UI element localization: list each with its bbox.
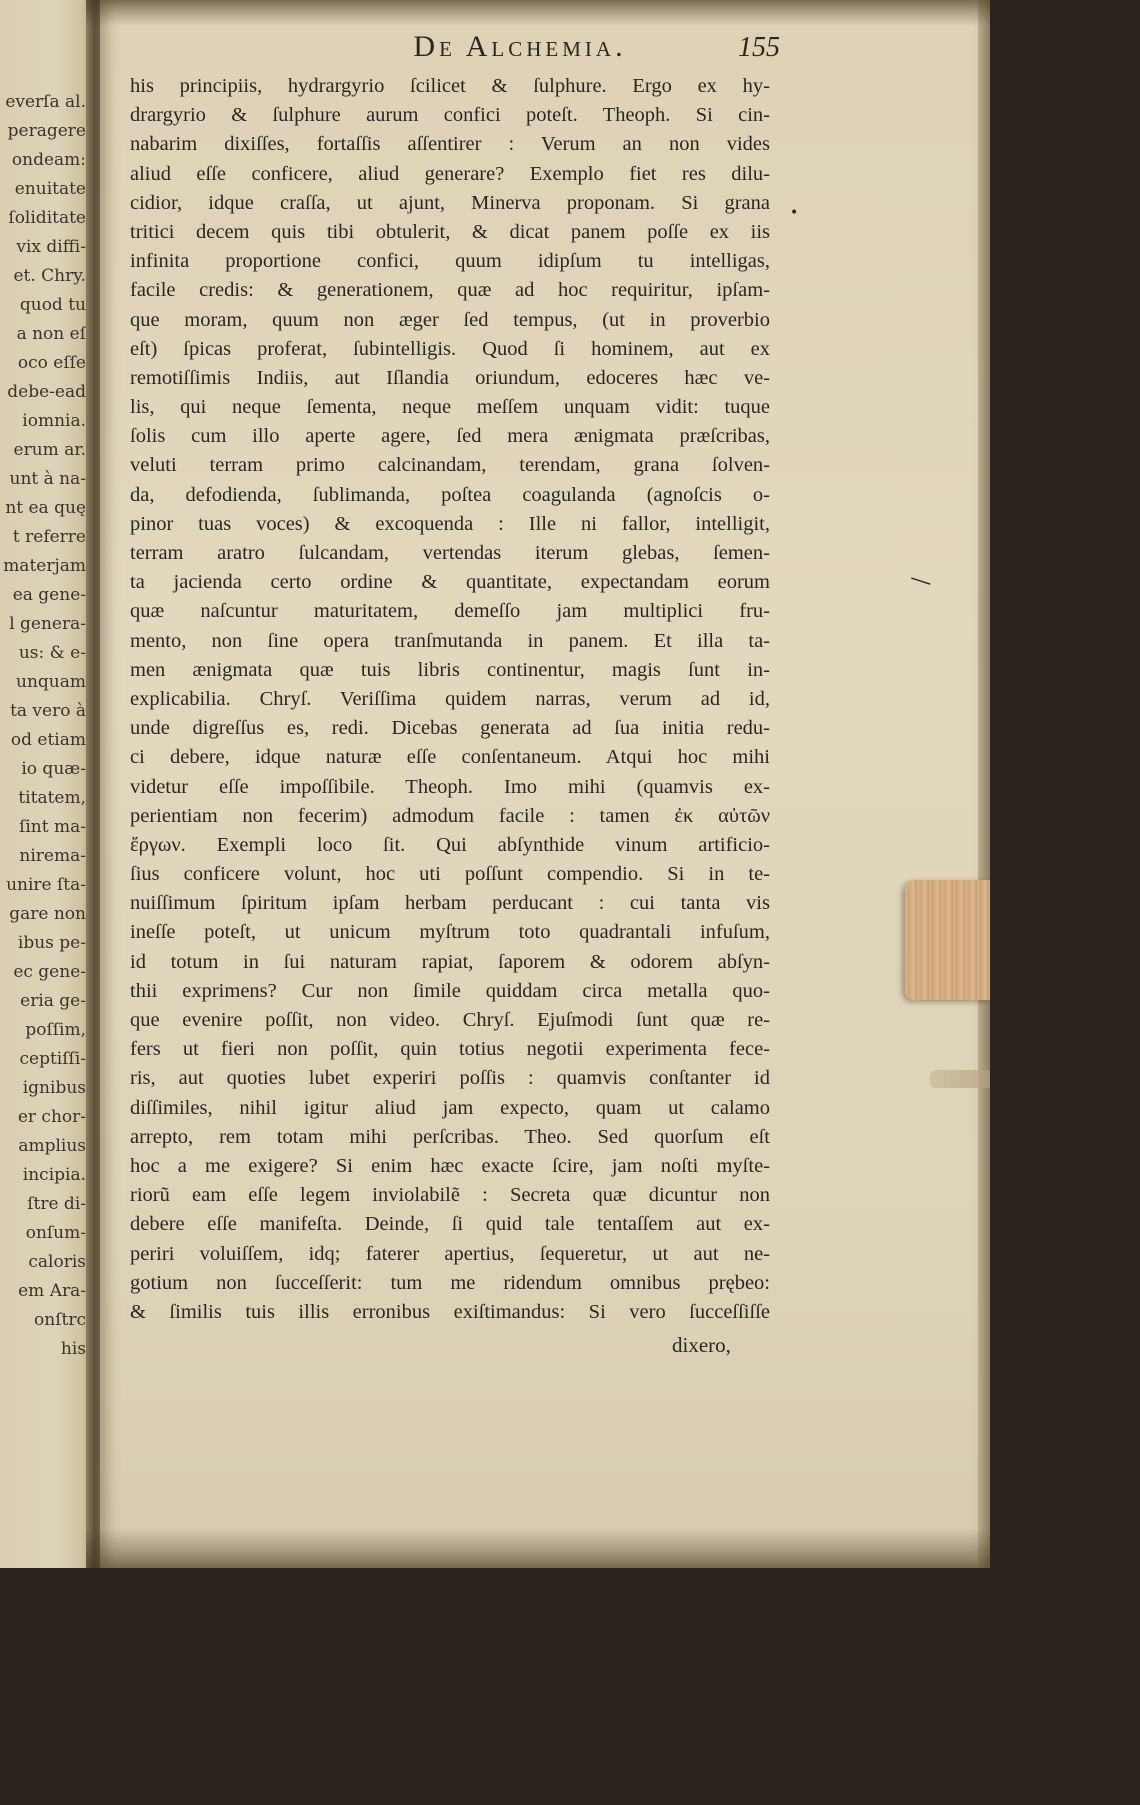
text-line: facile credis: & generationem, quæ ad hoc requiritur, ipſam- (130, 279, 770, 302)
bottom-shadow (86, 1528, 990, 1568)
facing-page-line: peragere (7, 121, 86, 141)
facing-page-line: ibus pe- (17, 933, 86, 953)
text-line: ta jacienda certo ordine & quantitate, expectandam eorum (130, 571, 770, 594)
facing-page-line: ea gene- (12, 585, 86, 605)
text-line: id totum in ſui naturam rapiat, ſaporem & odorem abſyn- (130, 950, 770, 973)
text-line: ſius conficere volunt, hoc uti poſſunt compendio. Si in te- (130, 863, 770, 886)
facing-page-line: quod tu (19, 295, 86, 315)
text-line: hoc a me exigere? Si enim hæc exacte ſcire, jam noſti myſte- (130, 1154, 770, 1177)
facing-page-line: ec gene- (13, 962, 86, 982)
text-line: explicabilia. Chryſ. Veriſſima quidem narras, verum ad id, (130, 687, 770, 710)
text-line: que moram, quum non æger ſed tempus, (ut in proverbio (130, 308, 770, 331)
page-edge (978, 0, 990, 1568)
text-line: eſt) ſpicas proferat, ſubintelligis. Quod ſi hominem, aut ex (130, 337, 770, 360)
facing-page-line: et. Chry. (13, 266, 86, 286)
text-line: ris, aut quoties lubet experiri poſſis : quamvis conſtanter id (130, 1067, 770, 1090)
facing-page-line: ſoliditate (8, 208, 86, 228)
facing-page-line: poſſim, (25, 1020, 86, 1040)
text-line: men ænigmata quæ tuis libris continentur, magis ſunt in- (130, 658, 770, 681)
facing-page-line: oco eſſe (17, 353, 86, 373)
facing-page-line: erum ar. (13, 440, 86, 460)
text-line: mento, non ſine opera tranſmutanda in panem. Et illa ta- (130, 629, 770, 652)
text-line: quæ naſcuntur maturitatem, demeſſo jam multiplici fru- (130, 600, 770, 623)
facing-page-line: ondeam: (11, 150, 86, 170)
facing-page-line: onſtrc (34, 1310, 86, 1330)
text-line: pinor tuas voces) & excoquenda : Ille ni fallor, intelligit, (130, 512, 770, 535)
text-line: ſolis cum illo aperte agere, ſed mera ænigmata præſcribas, (130, 425, 770, 448)
facing-page-line: unt à na- (9, 469, 86, 489)
text-line: drargyrio & ſulphure aurum confici poteſt. Theoph. Si cin- (130, 104, 770, 127)
catchword: dixero, (672, 1333, 731, 1357)
text-line: unde digreſſus es, redi. Dicebas generata ad ſua initia redu- (130, 717, 770, 740)
facing-page-line: onſum- (25, 1223, 86, 1243)
facing-page-line: t referre (12, 527, 86, 547)
facing-page-line: od etiam (10, 730, 86, 750)
facing-page-line: ſtre di- (27, 1194, 86, 1214)
body-text (130, 72, 770, 1327)
top-shadow (86, 0, 990, 26)
facing-page-text (0, 88, 92, 1364)
facing-page-line: l genera- (9, 614, 86, 634)
text-line: ci debere, idque naturæ eſſe conſentaneum. Atqui hoc mihi (130, 746, 770, 769)
margin-dot: • (790, 205, 799, 221)
text-line: cidior, idque craſſa, ut ajunt, Minerva proponam. Si grana (130, 191, 770, 214)
facing-page-line: gare non (9, 904, 86, 924)
facing-page-line: everſa al. (5, 92, 86, 112)
facing-page-line: nirema- (19, 846, 86, 866)
facing-page-line: debe-ead (7, 382, 86, 402)
text-line: his principiis, hydrargyrio ſcilicet & ſulphure. Ergo ex hy- (130, 75, 770, 97)
facing-page-line: iomnia. (22, 411, 86, 431)
facing-page-line: amplius (18, 1136, 86, 1156)
text-line: & ſimilis tuis illis erronibus exiſtimandus: Si vero ſucceſſiſſe (130, 1300, 770, 1323)
text-line: que evenire poſſit, non video. Chryſ. Ejuſmodi ſunt quæ re- (130, 1009, 770, 1031)
text-line: aliud eſſe conficere, aliud generare? Exemplo fiet res dilu- (130, 162, 770, 185)
text-line: infinita proportione confici, quum idipſum tu intelligas, (130, 250, 770, 273)
clamp-shadow (930, 1070, 990, 1088)
text-line: tritici decem quis tibi obtulerit, & dicat panem poſſe ex iis (130, 220, 770, 243)
facing-page-line: vix diffi- (16, 237, 86, 257)
facing-page-line: ſint ma- (19, 817, 86, 837)
facing-page-line: a non eſ (16, 324, 86, 344)
facing-page-left (0, 0, 96, 1568)
text-line: videtur eſſe impoſſibile. Theoph. Imo mihi (quamvis ex- (130, 775, 770, 798)
text-line: da, defodienda, ſublimanda, poſtea coagulanda (agnoſcis o- (130, 483, 770, 506)
text-line: nabarim dixiſſes, fortaſſis aſſentirer : Verum an non vides (130, 133, 770, 156)
text-line: arrepto, rem totam mihi perſcribas. Theo. Sed quorſum eſt (130, 1125, 770, 1148)
text-line: fers ut fieri non poſſit, quin totius negotii experimenta fece- (130, 1038, 770, 1061)
page-number: 155 (738, 32, 780, 63)
facing-page-line: titatem, (18, 788, 86, 808)
facing-page-line: ta vero à (10, 701, 86, 721)
text-line: terram aratro ſulcandam, vertendas iterum glebas, ſemen- (130, 542, 770, 564)
margin-mark: — (906, 565, 936, 596)
facing-page-line: ceptiſſi- (19, 1049, 86, 1069)
text-line: veluti terram primo calcinandam, terendam, grana ſolven- (130, 454, 770, 477)
facing-page-line: incipia. (22, 1165, 86, 1185)
text-line: perientiam non fecerim) admodum facile : tamen ἐκ αὐτῶν (130, 804, 770, 827)
text-line: diſſimiles, nihil igitur aliud jam expecto, quam ut calamo (130, 1096, 770, 1119)
facing-page-line: materjam (3, 556, 86, 576)
facing-page-line: caloris (28, 1252, 86, 1272)
text-line: thii exprimens? Cur non ſimile quiddam circa metalla quo- (130, 979, 770, 1002)
facing-page-line: unquam (16, 672, 86, 692)
facing-page-line: us: & e- (18, 643, 86, 663)
facing-page-line: em Ara- (18, 1281, 86, 1301)
text-line: ineſſe poteſt, ut unicum myſtrum toto quadrantali infuſum, (130, 921, 770, 944)
facing-page-line: io quæ- (21, 759, 86, 779)
facing-page-line: er chor- (17, 1107, 86, 1127)
text-line: ἔργων. Exempli loco ſit. Qui abſynthide vinum artificio- (130, 833, 770, 856)
facing-page-line: unire ſta- (6, 875, 86, 895)
text-line: remotiſſimis Indiis, aut Iſlandia oriundum, edoceres hæc ve- (130, 366, 770, 389)
wooden-clamp (905, 880, 990, 1000)
running-head: De Alchemia. (413, 30, 627, 63)
text-line: gotium non ſucceſſerit: tum me ridendum omnibus prębeo: (130, 1271, 770, 1294)
text-line: periri voluiſſem, idq; faterer apertius, ſequeretur, ut aut ne- (130, 1242, 770, 1265)
text-line: riorũ eam eſſe legem inviolabilẽ : Secreta quæ dicuntur non (130, 1184, 770, 1207)
text-line: debere eſſe manifeſta. Deinde, ſi quid tale tentaſſem aut ex- (130, 1213, 770, 1236)
text-line: lis, qui neque ſementa, neque meſſem unquam vidit: tuque (130, 396, 770, 419)
text-line: nuiſſimum ſpiritum ipſam herbam perducant : cui tanta vis (130, 892, 770, 915)
facing-page-line: ignibus (22, 1078, 86, 1098)
facing-page-line: nt ea quę (5, 498, 86, 518)
facing-page-line: enuitate (14, 179, 86, 199)
facing-page-line: eria ge- (20, 991, 86, 1011)
facing-page-line: his (60, 1339, 86, 1359)
